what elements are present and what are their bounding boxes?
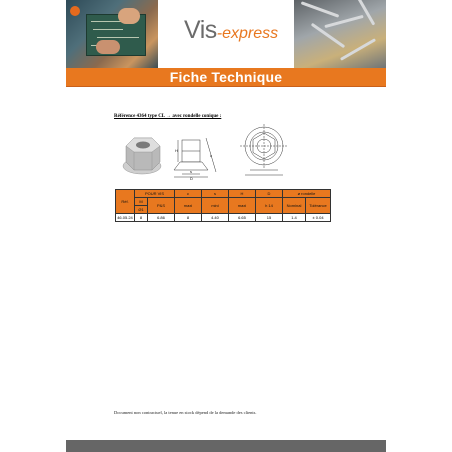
cell-m: 8 <box>135 214 148 222</box>
label-h: H <box>175 148 178 153</box>
footer-bar <box>66 440 386 452</box>
subheader-d: h 14 <box>256 198 283 214</box>
label-d: D <box>190 176 193 180</box>
header-s: s <box>202 190 229 198</box>
header-c: c <box>175 190 202 198</box>
screws-photo <box>294 0 386 68</box>
nut-top-view <box>240 124 288 175</box>
cell-h: 6.65 <box>229 214 256 222</box>
cell-s: 4.40 <box>202 214 229 222</box>
cell-c: 8 <box>175 214 202 222</box>
subheader-tolerance: Tolérance <box>306 198 331 214</box>
label-c: c <box>210 153 212 158</box>
vis-express-logo <box>184 16 278 45</box>
workshop-photo <box>66 0 158 68</box>
cell-ref: 46.05.24 <box>117 215 133 220</box>
header-ref: Réf. <box>116 190 135 214</box>
tool-graphic <box>70 6 80 16</box>
header-h: H <box>229 190 256 198</box>
subheader-s: mini <box>202 198 229 214</box>
cell-ps: 6.86 <box>148 214 175 222</box>
subheader-o1: Ø1 <box>135 206 148 214</box>
header-banner <box>66 0 386 68</box>
header-rondelle: ø rondelle <box>283 190 331 198</box>
footer-note: Document non contractuel, la tenue en stock dépend de la demande des clients. <box>114 410 257 415</box>
table-row <box>116 214 331 222</box>
title-bar <box>66 68 386 87</box>
label-s: s <box>190 169 192 174</box>
hand-graphic <box>96 40 120 54</box>
subheader-nominal: Nominal <box>283 198 306 214</box>
subheader-c: maxi <box>175 198 202 214</box>
document-page <box>66 0 386 452</box>
subheader-ps: P&S <box>148 198 175 214</box>
spec-table <box>115 189 331 222</box>
page-title: Fiche Technique <box>169 69 283 85</box>
cell-d: 15 <box>256 214 283 222</box>
technical-drawings <box>120 124 290 180</box>
reference-heading: Référence 4364 type CL → avec rondelle conique : <box>114 114 222 119</box>
header-d: D <box>256 190 283 198</box>
cell-tolerance: ± 0.04 <box>306 214 331 222</box>
header-pour-vis: POUR VIS <box>135 190 175 198</box>
nut-3d-illustration <box>123 138 161 174</box>
hand-graphic <box>118 8 140 24</box>
subheader-m: M <box>135 198 148 206</box>
logo-express-text: -express <box>216 25 279 42</box>
cell-nominal: 1.4 <box>283 214 306 222</box>
subheader-h: maxi <box>229 198 256 214</box>
logo-vis-text: Vis <box>184 16 217 44</box>
